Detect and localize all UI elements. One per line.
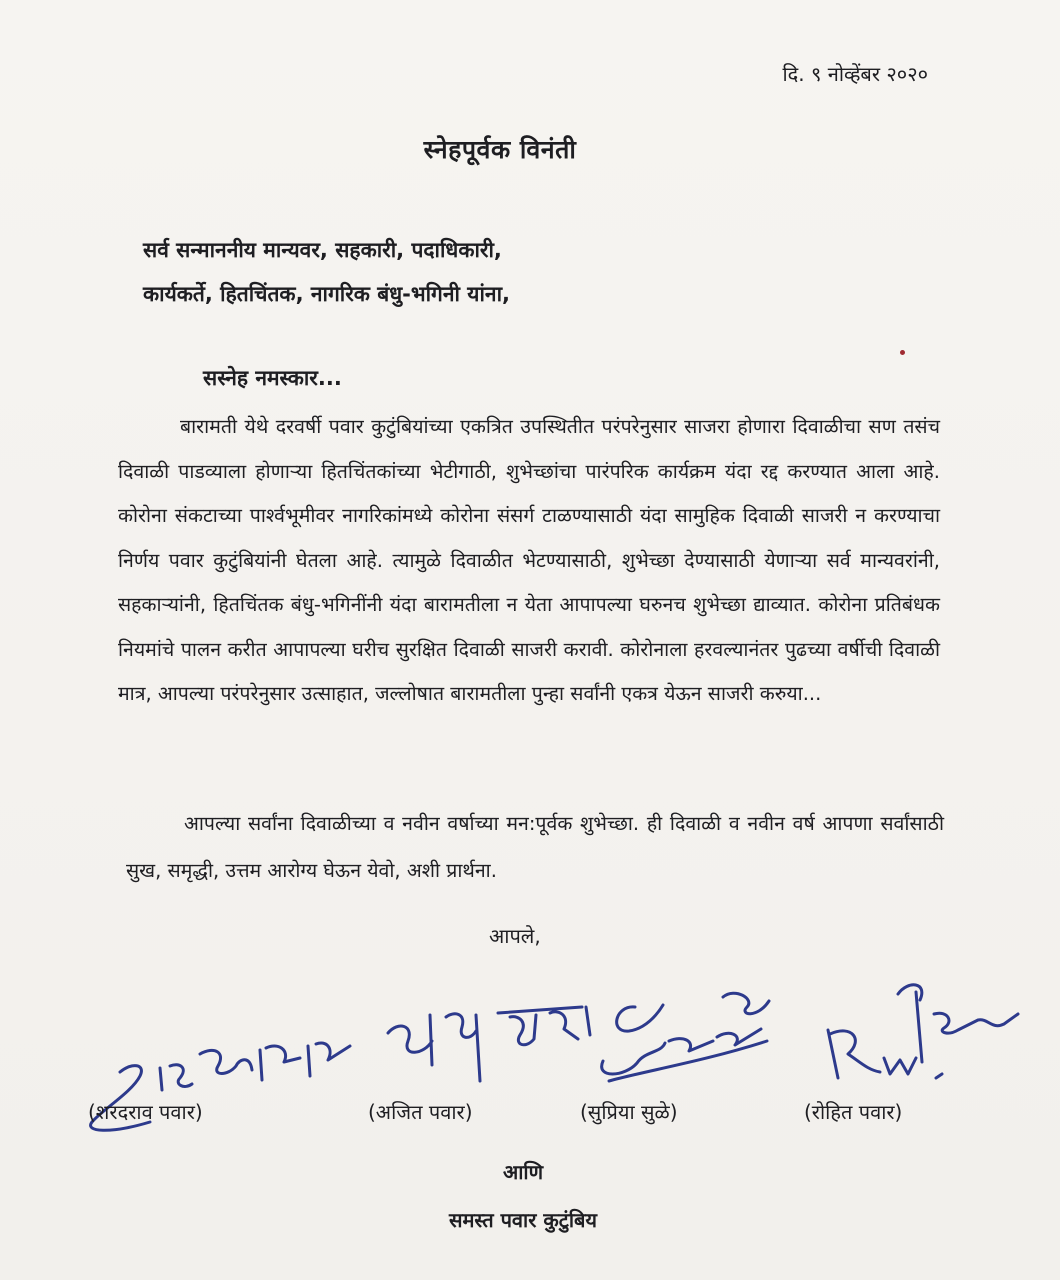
signature-ajit-pawar	[380, 995, 610, 1095]
signatory-name-4: (रोहित पवार)	[804, 1100, 903, 1124]
letter-subject: स्नेहपूर्वक विनंती	[423, 135, 577, 164]
ink-dot	[900, 350, 905, 355]
family-signoff: समस्त पवार कुटुंबिय	[448, 1208, 598, 1232]
greeting: सस्नेह नमस्कार...	[203, 366, 342, 390]
signatory-name-3: (सुप्रिया सुळे)	[580, 1100, 678, 1124]
address-line-2: कार्यकर्ते, हितचिंतक, नागरिक बंधु-भगिनी यांना,	[143, 282, 510, 306]
signature-supriya-sule	[585, 985, 795, 1095]
letter-date: दि. ९ नोव्हेंबर २०२०	[782, 62, 928, 86]
conjunction: आणि	[502, 1160, 544, 1184]
closing: आपले,	[489, 924, 541, 948]
body-paragraph-1: बारामती येथे दरवर्षी पवार कुटुंबियांच्या एकत्रित उपस्थितीत परंपरेनुसार साजरा होणारा दिवाळीचा सण तसंच दिवाळी पाडव्याला होणाऱ्या हितचिंतकांच्या भेटीगाठी, शुभेच्छांचा पारंपरिक कार्यक्रम यंदा रद्द करण्यात आला आहे. कोरोना संकटाच्या पार्श्वभूमीवर नागरिकांमध्ये कोरोना संसर्ग टाळण्यासाठी यंदा सामुहिक दिवाळी साजरी न करण्याचा निर्णय पवार कुटुंबियांनी घेतला आहे. त्यामुळे दिवाळीत भेटण्यासाठी, शुभेच्छा देण्यासाठी येणाऱ्या सर्व मान्यवरांनी, सहकाऱ्यांनी, हितचिंतक बंधु-भगिनींनी यंदा बारामतीला न येता आपापल्या घरुनच शुभेच्छा द्याव्यात. कोरोना प्रतिबंधक नियमांचे पालन करीत आपापल्या घरीच सुरक्षित दिवाळी साजरी करावी. कोरोनाला हरवल्यानंतर पुढच्या वर्षीची दिवाळी मात्र, आपल्या परंपरेनुसार उत्साहात, जल्लोषात बारामतीला पुन्हा सर्वांनी एकत्र येऊन साजरी करुया...	[118, 415, 940, 705]
signature-rohit-pawar	[808, 970, 1028, 1090]
address-line-1: सर्व सन्माननीय मान्यवर, सहकारी, पदाधिकारी,	[143, 238, 502, 262]
body-paragraph-2: आपल्या सर्वांना दिवाळीच्या व नवीन वर्षाच्या मन:पूर्वक शुभेच्छा. ही दिवाळी व नवीन वर्ष आपणा सर्वांसाठी सुख, समृद्धी, उत्तम आरोग्य घेऊन येवो, अशी प्रार्थना.	[126, 812, 944, 882]
signatory-name-1: (शरदराव पवार)	[88, 1100, 203, 1124]
signatory-name-2: (अजित पवार)	[368, 1100, 473, 1124]
